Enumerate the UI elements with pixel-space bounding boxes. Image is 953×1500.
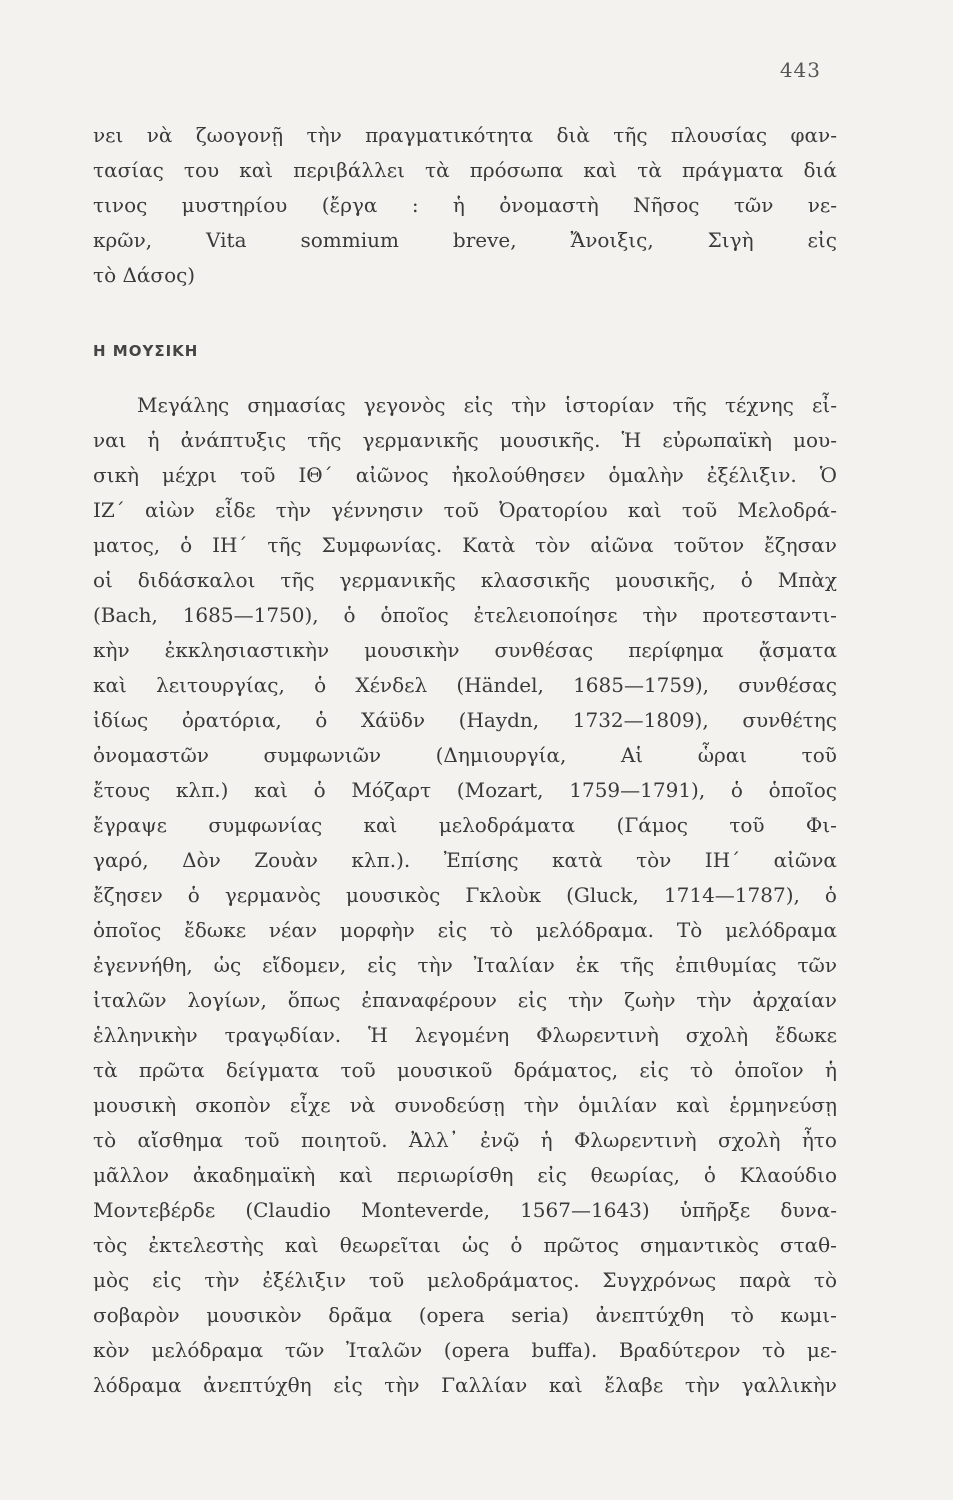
text-line: ματος, ὁ ΙΗ΄ τῆς Συμφωνίας. Κατὰ τὸν αἰῶνα τοῦτον ἔζησαν (93, 533, 837, 557)
page-number: 443 (779, 58, 821, 82)
text-line: ἰδίως ὀρατόρια, ὁ Χάϋδν (Haydn, 1732—1809), συνθέτης (93, 708, 837, 732)
text-line: τὸ αἴσθημα τοῦ ποιητοῦ. Ἀλλ᾽ ἐνῷ ἡ Φλωρεντινὴ σχολὴ ἦτο (93, 1128, 837, 1152)
text-line: τὸ Δάσος) (93, 263, 196, 287)
text-line: Μοντεβέρδε (Claudio Monteverde, 1567—1643) ὑπῆρξε δυνα- (93, 1198, 837, 1222)
text-line: (Bach, 1685—1750), ὁ ὁποῖος ἐτελειοποίησε τὴν προτεσταντι- (93, 603, 837, 627)
text-line: ὀνομαστῶν συμφωνιῶν (Δημιουργία, Αἱ ὧραι τοῦ (93, 743, 837, 767)
text-line: Μεγάλης σημασίας γεγονὸς εἰς τὴν ἱστορίαν τῆς τέχνης εἶ- (137, 393, 837, 417)
text-line: ἐγεννήθη, ὡς εἴδομεν, εἰς τὴν Ἰταλίαν ἐκ τῆς ἐπιθυμίας τῶν (93, 953, 837, 977)
text-line: σοβαρὸν μουσικὸν δρᾶμα (opera seria) ἀνεπτύχθη τὸ κωμι- (93, 1303, 837, 1327)
text-line: λόδραμα ἀνεπτύχθη εἰς τὴν Γαλλίαν καὶ ἔλαβε τὴν γαλλικὴν (93, 1373, 837, 1397)
text-line: ἔγραψε συμφωνίας καὶ μελοδράματα (Γάμος τοῦ Φι- (93, 813, 837, 837)
text-line: ὁποῖος ἔδωκε νέαν μορφὴν εἰς τὸ μελόδραμα. Τὸ μελόδραμα (93, 918, 837, 942)
text-line: ναι ἡ ἀνάπτυξις τῆς γερμανικῆς μουσικῆς. Ἡ εὐρωπαϊκὴ μου- (93, 428, 837, 452)
text-line: μουσικὴ σκοπὸν εἶχε νὰ συνοδεύσῃ τὴν ὁμιλίαν καὶ ἑρμηνεύσῃ (93, 1093, 837, 1117)
text-line: ἰταλῶν λογίων, ὅπως ἐπαναφέρουν εἰς τὴν ζωὴν τὴν ἀρχαίαν (93, 988, 837, 1012)
text-line: τὸς ἐκτελεστὴς καὶ θεωρεῖται ὡς ὁ πρῶτος σημαντικὸς σταθ- (93, 1233, 837, 1257)
text-line: τινος μυστηρίου (ἔργα : ἡ ὀνομαστὴ Νῆσος τῶν νε- (93, 193, 837, 217)
text-line: κρῶν, Vita sommium breve, Ἄνοιξις, Σιγὴ εἰς (93, 228, 837, 252)
text-line: σικὴ μέχρι τοῦ ΙΘ΄ αἰῶνος ἠκολούθησεν ὁμαλὴν ἐξέλιξιν. Ὁ (93, 463, 837, 487)
text-line: κὸν μελόδραμα τῶν Ἰταλῶν (opera buffa). Βραδύτερον τὸ με- (93, 1338, 837, 1362)
text-line: καὶ λειτουργίας, ὁ Χένδελ (Händel, 1685—1759), συνθέσας (93, 673, 837, 697)
text-line: νει νὰ ζωογονῇ τὴν πραγματικότητα διὰ τῆς πλουσίας φαν- (93, 123, 837, 147)
intro-paragraph (93, 118, 837, 293)
text-line: ΙΖ΄ αἰὼν εἶδε τὴν γέννησιν τοῦ Ὀρατορίου καὶ τοῦ Μελοδρά- (93, 498, 837, 522)
text-line: ἑλληνικὴν τραγῳδίαν. Ἡ λεγομένη Φλωρεντινὴ σχολὴ ἔδωκε (93, 1023, 837, 1047)
text-line: ἔζησεν ὁ γερμανὸς μουσικὸς Γκλοὺκ (Gluck, 1714—1787), ὁ (93, 883, 837, 907)
text-line: μὸς εἰς τὴν ἐξέλιξιν τοῦ μελοδράματος. Συγχρόνως παρὰ τὸ (93, 1268, 837, 1292)
text-line: μᾶλλον ἀκαδημαϊκὴ καὶ περιωρίσθη εἰς θεωρίας, ὁ Κλαούδιο (93, 1163, 837, 1187)
text-line: τὰ πρῶτα δείγματα τοῦ μουσικοῦ δράματος, εἰς τὸ ὁποῖον ἡ (93, 1058, 837, 1082)
text-line: οἱ διδάσκαλοι τῆς γερμανικῆς κλασσικῆς μουσικῆς, ὁ Μπὰχ (93, 568, 837, 592)
text-line: τασίας του καὶ περιβάλλει τὰ πρόσωπα καὶ τὰ πράγματα διά (93, 158, 837, 182)
text-line: κὴν ἐκκλησιαστικὴν μουσικὴν συνθέσας περίφημα ᾄσματα (93, 638, 837, 662)
section-heading: Η ΜΟΥΣΙΚΗ (93, 342, 199, 360)
body-paragraph (93, 388, 837, 1403)
text-line: ἔτους κλπ.) καὶ ὁ Μόζαρτ (Mozart, 1759—1791), ὁ ὁποῖος (93, 778, 837, 802)
text-line: γαρό, Δὸν Ζουὰν κλπ.). Ἐπίσης κατὰ τὸν ΙΗ΄ αἰῶνα (93, 848, 837, 872)
